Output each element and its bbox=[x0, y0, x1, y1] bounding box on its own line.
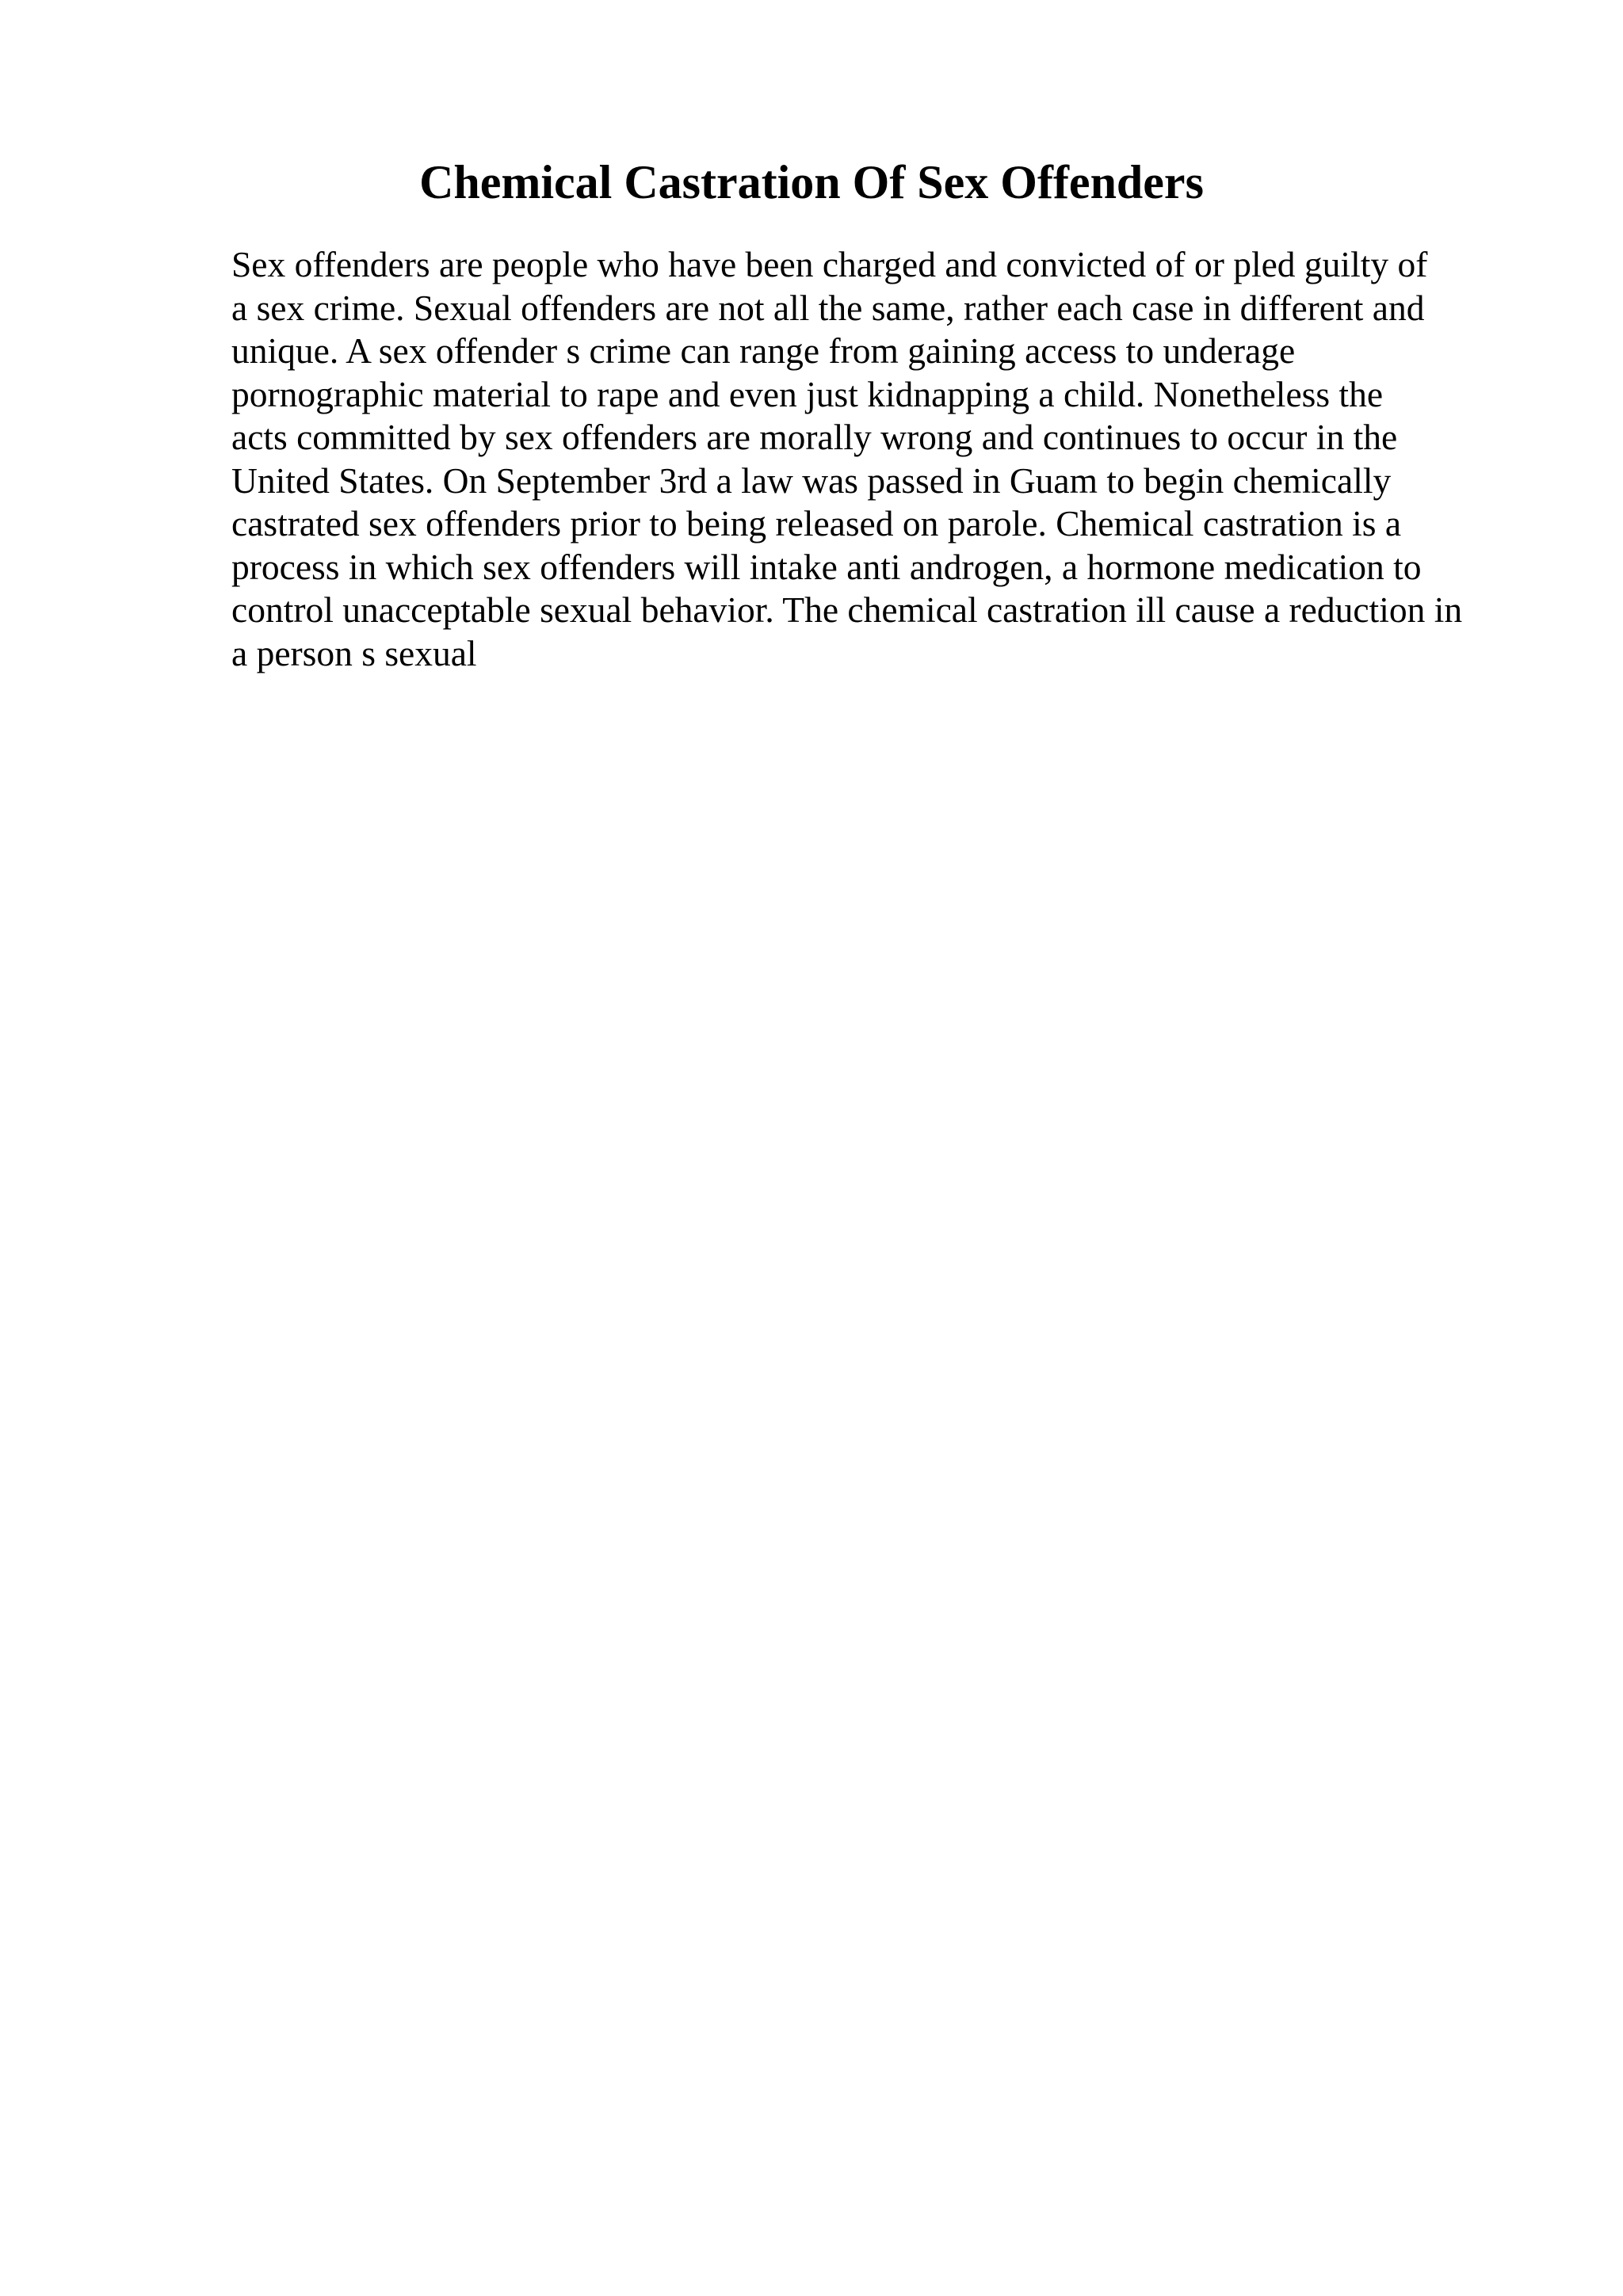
body-line: a person s sexual bbox=[231, 632, 477, 673]
body-line: pornographic material to rape and even just kidnapping a child. Nonetheless the bbox=[231, 373, 1384, 414]
body-line: a sex crime. Sexual offenders are not all the same, rather each case in different and bbox=[231, 287, 1425, 328]
body-line: United States. On September 3rd a law was passed in Guam to begin chemically bbox=[231, 460, 1392, 501]
body-line: acts committed by sex offenders are morally wrong and continues to occur in the bbox=[231, 417, 1398, 457]
document-title: Chemical Castration Of Sex Offenders bbox=[419, 156, 1204, 208]
body-line: Sex offenders are people who have been charged and convicted of or pled guilty of bbox=[231, 244, 1428, 284]
body-line: process in which sex offenders will intake anti androgen, a hormone medication to bbox=[231, 546, 1422, 587]
body-line: control unacceptable sexual behavior. The chemical castration ill cause a reduction in bbox=[231, 589, 1463, 630]
body-line: castrated sex offenders prior to being released on parole. Chemical castration is a bbox=[231, 503, 1402, 543]
document-body bbox=[231, 243, 1531, 675]
body-line: unique. A sex offender s crime can range from gaining access to underage bbox=[231, 330, 1296, 371]
